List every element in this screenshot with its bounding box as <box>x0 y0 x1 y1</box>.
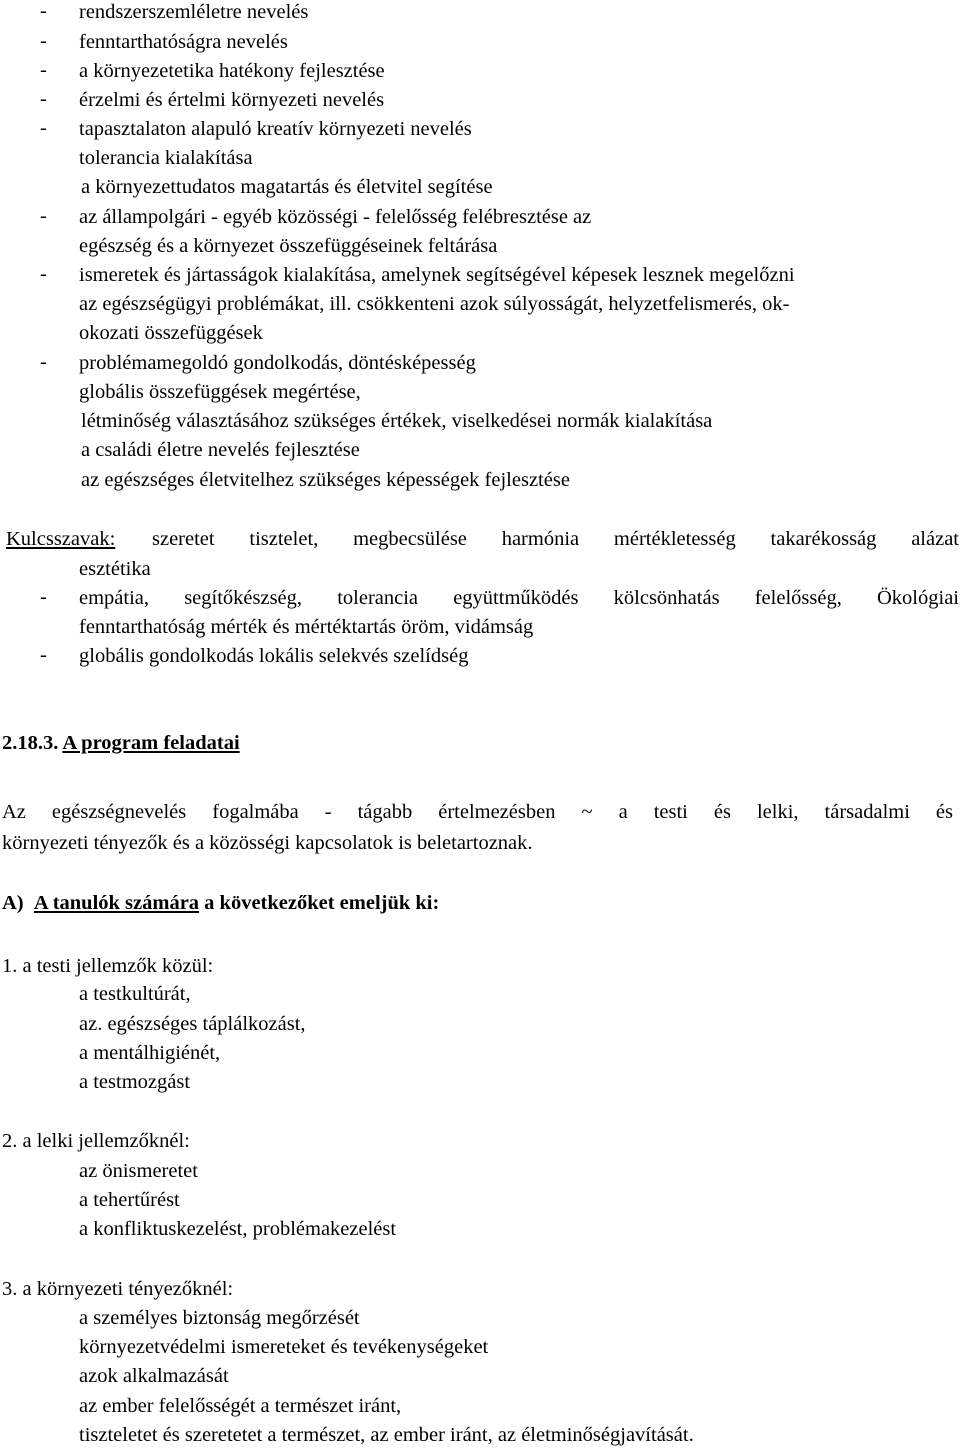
list-item: az. egészséges táplálkozást, <box>79 1013 306 1035</box>
section-heading <box>2 731 240 755</box>
bullet-dash: - <box>40 117 47 139</box>
list-item: létminőség választásához szükséges értékek, viselkedései normák kialakítása <box>81 410 713 432</box>
bullet-dash: - <box>40 586 47 608</box>
keywords-line: globális gondolkodás lokális selekvés szelídség <box>79 645 469 667</box>
intro-line: Az egészségnevelés fogalmába - tágabb értelmezésben ~ a testi és lelki, társadalmi és <box>2 801 953 823</box>
bullet-dash: - <box>40 644 47 666</box>
list-item: az egészségügyi problémákat, ill. csökkenteni azok súlyosságát, helyzetfelismerés, ok- <box>79 293 790 315</box>
bullet-dash: - <box>40 0 47 22</box>
list-item: egészség és a környezet összefüggéseinek feltárása <box>79 235 498 257</box>
list-item: a tehertűrést <box>79 1189 180 1211</box>
list-item: környezetvédelmi ismereteket és tevékenységeket <box>79 1336 489 1358</box>
list-item: tolerancia kialakítása <box>79 147 253 169</box>
list-item: fenntarthatóságra nevelés <box>79 31 288 53</box>
list-item: a környezettudatos magatartás és életvitel segítése <box>81 176 493 198</box>
section-number: 2.18.3. <box>2 732 59 754</box>
bullet-dash: - <box>40 88 47 110</box>
list-item: rendszerszemléletre nevelés <box>79 1 309 23</box>
keywords-label: Kulcsszavak: <box>6 528 116 550</box>
list-item: a környezetetika hatékony fejlesztése <box>79 60 385 82</box>
keywords-line: szeretet tisztelet, megbecsülése harmónia mértékletesség takarékosság alázat <box>152 528 959 550</box>
list-item: ismeretek és jártasságok kialakítása, amelynek segítségével képesek lesznek megelőzni <box>79 264 795 286</box>
list-item: a testkultúrát, <box>79 983 191 1005</box>
group-heading: 2. a lelki jellemzőknél: <box>2 1130 190 1152</box>
bullet-dash: - <box>40 205 47 227</box>
list-item: az önismeretet <box>79 1160 198 1182</box>
bullet-dash: - <box>40 351 47 373</box>
list-item: a mentálhigiénét, <box>79 1042 221 1064</box>
group-heading: 3. a környezeti tényezőknél: <box>2 1278 234 1300</box>
keywords-line: esztétika <box>79 558 151 580</box>
list-item: okozati összefüggések <box>79 322 263 344</box>
keywords-line: empátia, segítőkészség, tolerancia együttműködés kölcsönhatás felelősség, Ökológiai <box>79 587 959 609</box>
bullet-dash: - <box>40 30 47 52</box>
list-item: az állampolgári - egyéb közösségi - felelősség felébresztése az <box>79 206 592 228</box>
list-item: tapasztalaton alapuló kreatív környezeti nevelés <box>79 118 472 140</box>
list-item: érzelmi és értelmi környezeti nevelés <box>79 89 385 111</box>
group-heading: 1. a testi jellemzők közül: <box>2 955 214 977</box>
list-item: tiszteletet és szeretetet a természet, az ember iránt, az életminőségjavítását. <box>79 1424 694 1446</box>
intro-line: környezeti tényezők és a közösségi kapcsolatok is beletartoznak. <box>2 832 533 854</box>
list-item: az egészséges életvitelhez szükséges képességek fejlesztése <box>81 469 570 491</box>
keywords-line: fenntarthatóság mérték és mértéktartás öröm, vidámság <box>79 616 534 638</box>
section-title: A program feladatai <box>62 732 240 754</box>
list-item: az ember felelősségét a természet iránt, <box>79 1395 402 1417</box>
list-item: a családi életre nevelés fejlesztése <box>81 439 360 461</box>
bullet-dash: - <box>40 263 47 285</box>
list-item: a testmozgást <box>79 1071 191 1093</box>
subheading: A) A tanulók számára a következőket emeljük ki: <box>2 892 440 914</box>
list-item: globális összefüggések megértése, <box>79 381 361 403</box>
list-item: a személyes biztonság megőrzését <box>79 1307 360 1329</box>
list-item: azok alkalmazását <box>79 1365 229 1387</box>
list-item: a konfliktuskezelést, problémakezelést <box>79 1218 397 1240</box>
list-item: problémamegoldó gondolkodás, döntésképesség <box>79 352 476 374</box>
bullet-dash: - <box>40 59 47 81</box>
